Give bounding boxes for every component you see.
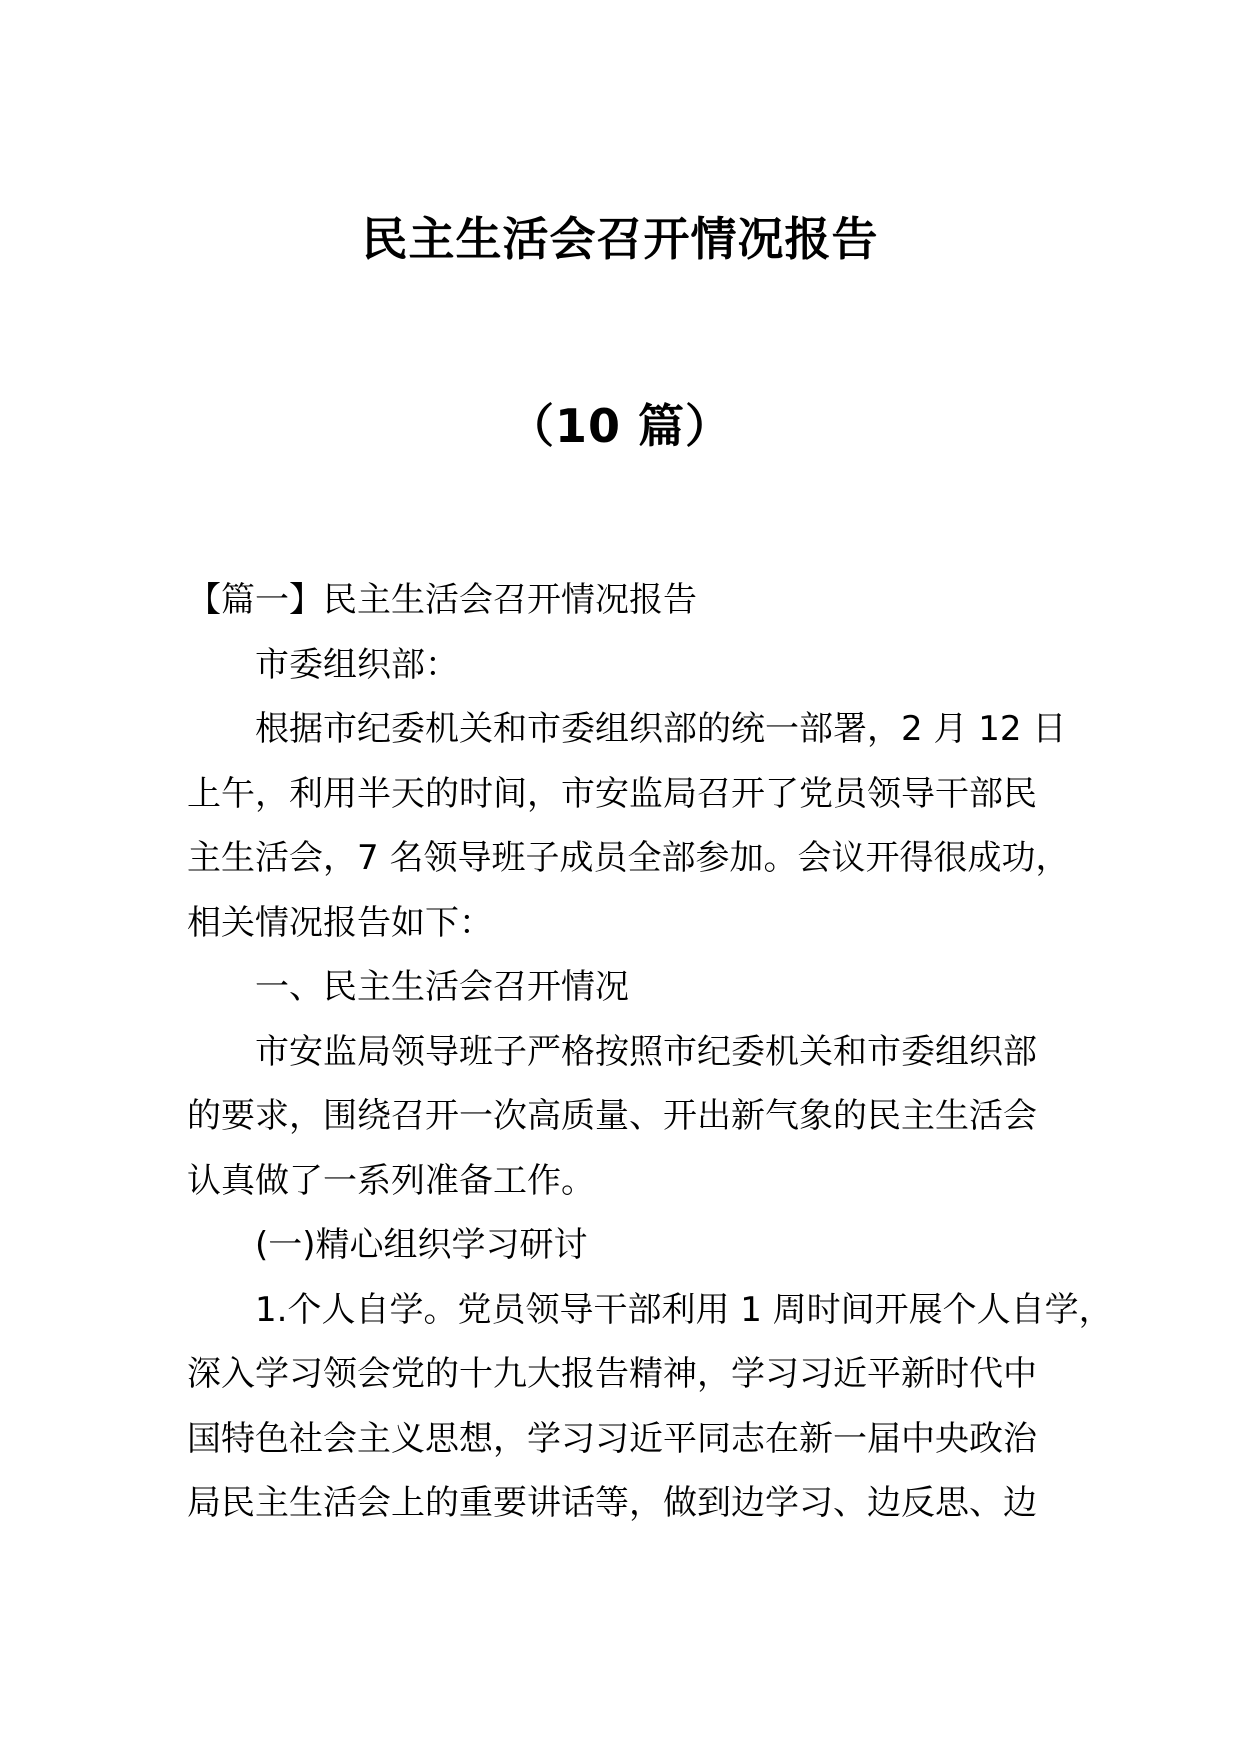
- body-line: 国特色社会主义思想，学习习近平同志在新一届中央政治: [187, 1418, 1037, 1459]
- body-line: 上午，利用半天的时间，市安监局召开了党员领导干部民: [187, 773, 1037, 814]
- body-line: 相关情况报告如下：: [187, 902, 493, 943]
- body-line-subheading: (一)精心组织学习研讨: [255, 1225, 588, 1265]
- body-line: 根据市纪委机关和市委组织部的统一部署，2 月 12 日: [255, 709, 1067, 749]
- document-subtitle: （10 篇）: [507, 399, 733, 453]
- body-line: 深入学习领会党的十九大报告精神，学习习近平新时代中: [187, 1354, 1037, 1394]
- body-line: 1.个人自学。党员领导干部利用 1 周时间开展个人自学，: [255, 1289, 1113, 1330]
- document-title: 民主生活会召开情况报告: [361, 212, 879, 266]
- body-line: 的要求，围绕召开一次高质量、开出新气象的民主生活会: [187, 1096, 1037, 1136]
- document-body: [187, 568, 1113, 1536]
- body-line: 认真做了一系列准备工作。: [187, 1160, 595, 1201]
- body-line-addressee: 市委组织部：: [255, 644, 459, 685]
- body-line-heading: 一、民主生活会召开情况: [255, 967, 629, 1007]
- body-line-section-heading: 【篇一】民主生活会召开情况报告: [187, 580, 697, 620]
- body-line: 主生活会，7 名领导班子成员全部参加。会议开得很成功，: [187, 838, 1070, 878]
- body-line: 市安监局领导班子严格按照市纪委机关和市委组织部: [255, 1031, 1037, 1072]
- body-line: 局民主生活会上的重要讲话等，做到边学习、边反思、边: [187, 1483, 1037, 1523]
